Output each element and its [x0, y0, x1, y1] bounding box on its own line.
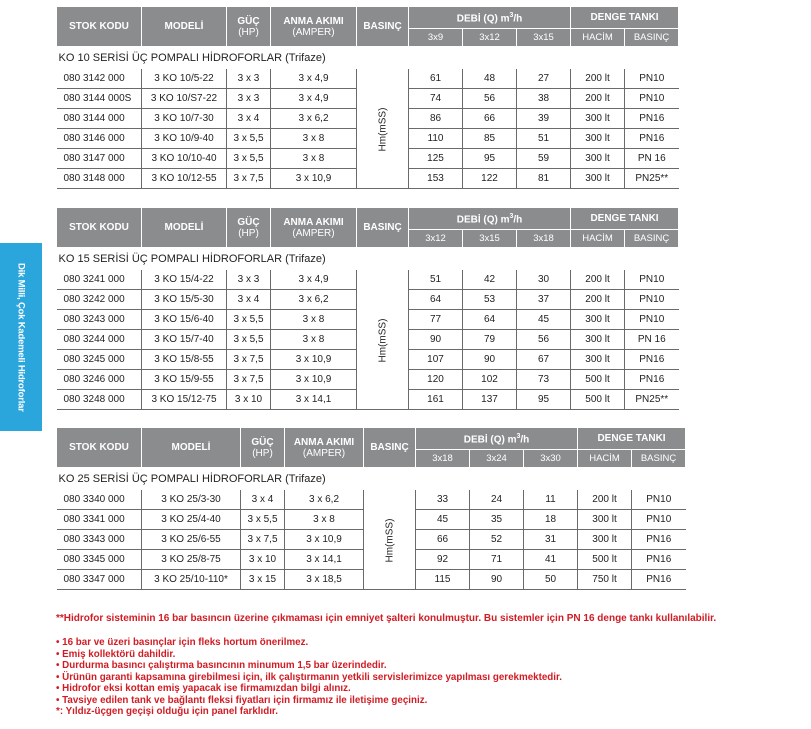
cell-debi-2: 56	[463, 88, 517, 108]
cell-hacim: 500 lt	[578, 549, 632, 569]
cell-guc: 3 x 7,5	[227, 369, 271, 389]
cell-hacim: 200 lt	[571, 289, 625, 309]
side-category-label: Dik Milli, Çok Kademeli Hidroforlar	[15, 262, 27, 412]
cell-model: 3 KO 15/7-40	[142, 329, 227, 349]
cell-debi-3: 73	[517, 369, 571, 389]
cell-stok-kodu: 080 3343 000	[57, 529, 142, 549]
note-item: *: Yıldız-üçgen geçişi olduğu için panel farklıdır.	[56, 706, 278, 717]
hm-cell	[364, 490, 416, 590]
cell-guc: 3 x 4	[227, 289, 271, 309]
cell-hacim: 300 lt	[571, 168, 625, 188]
col-anma-akimi-label: ANMA AKIMI	[293, 436, 355, 448]
col-denge-tanki	[578, 428, 686, 450]
cell-stok-kodu: 080 3142 000	[57, 69, 142, 89]
cell-debi-2: 48	[463, 69, 517, 89]
cell-debi-1: 64	[409, 289, 463, 309]
cell-debi-3: 67	[517, 349, 571, 369]
cell-debi-2: 35	[470, 509, 524, 529]
debi-sup: 3	[516, 433, 521, 441]
cell-guc: 3 x 5,5	[227, 309, 271, 329]
cell-debi-1: 86	[409, 108, 463, 128]
col-hacim: HACİM	[571, 230, 625, 248]
hm-cell	[357, 69, 409, 189]
cell-hacim: 750 lt	[578, 569, 632, 589]
cell-guc: 3 x 7,5	[227, 168, 271, 188]
cell-model: 3 KO 15/6-40	[142, 309, 227, 329]
cell-anma-akimi: 3 x 14,1	[271, 389, 357, 409]
cell-debi-1: 90	[409, 329, 463, 349]
cell-hacim: 300 lt	[571, 128, 625, 148]
col-debi-sub: 3x18	[517, 230, 571, 248]
cell-stok-kodu: 080 3245 000	[57, 349, 142, 369]
cell-model: 3 KO 10/S7-22	[142, 88, 227, 108]
col-modeli	[142, 428, 241, 468]
cell-model: 3 KO 15/5-30	[142, 289, 227, 309]
col-guc-label: GÜÇ	[237, 15, 260, 27]
col-guc-label: GÜÇ	[237, 216, 260, 228]
note-item: • Durdurma basıncı çalıştırma basıncının minumum 1,5 bar üzerindedir.	[56, 660, 387, 671]
cell-hacim: 300 lt	[578, 509, 632, 529]
cell-guc: 3 x 5,5	[227, 128, 271, 148]
side-category-tab	[0, 243, 42, 431]
col-debi-sub: 3x18	[416, 450, 470, 468]
col-basinc	[357, 208, 409, 248]
cell-denge-basinc: PN10	[625, 88, 679, 108]
cell-model: 3 KO 25/10-110*	[142, 569, 241, 589]
series-row	[57, 248, 679, 270]
cell-stok-kodu: 080 3144 000	[57, 108, 142, 128]
cell-debi-3: 59	[517, 148, 571, 168]
col-stok-kodu	[57, 7, 142, 47]
note-item: • Tavsiye edilen tank ve bağlantı fleksi fiyatları için firmamız ile iletişime geçiniz.	[56, 694, 428, 706]
cell-guc: 3 x 7,5	[227, 349, 271, 369]
cell-debi-1: 107	[409, 349, 463, 369]
cell-hacim: 500 lt	[571, 389, 625, 409]
cell-model: 3 KO 10/5-22	[142, 69, 227, 89]
cell-anma-akimi: 3 x 18,5	[285, 569, 364, 589]
col-denge-basinc: BASINÇ	[625, 230, 679, 248]
cell-model: 3 KO 15/4-22	[142, 270, 227, 290]
cell-model: 3 KO 10/9-40	[142, 128, 227, 148]
cell-debi-1: 110	[409, 128, 463, 148]
col-debi-sub: 3x9	[409, 29, 463, 47]
cell-debi-2: 71	[470, 549, 524, 569]
cell-stok-kodu: 080 3345 000	[57, 549, 142, 569]
col-debi	[416, 428, 578, 450]
cell-anma-akimi: 3 x 14,1	[285, 549, 364, 569]
col-debi-sub: 3x15	[463, 230, 517, 248]
col-guc	[227, 208, 271, 248]
col-anma-akimi	[271, 208, 357, 248]
note-item: • Ürünün garanti kapsamına girebilmesi için, ilk çalıştırmanın yetkili servislerimizce yapılması gerekmektedir.	[56, 671, 563, 683]
cell-debi-2: 66	[463, 108, 517, 128]
cell-model: 3 KO 10/7-30	[142, 108, 227, 128]
cell-anma-akimi: 3 x 6,2	[271, 289, 357, 309]
col-denge-basinc: BASINÇ	[625, 29, 679, 47]
cell-stok-kodu: 080 3347 000	[57, 569, 142, 589]
cell-hacim: 200 lt	[571, 88, 625, 108]
spec-table	[56, 6, 679, 189]
cell-guc: 3 x 15	[241, 569, 285, 589]
spec-table	[56, 207, 679, 410]
col-stok-kodu-label: STOK KODU	[69, 21, 129, 32]
cell-debi-2: 42	[463, 270, 517, 290]
col-anma-akimi-unit: (AMPER)	[292, 26, 335, 38]
col-anma-akimi-label: ANMA AKIMI	[283, 15, 344, 27]
cell-anma-akimi: 3 x 4,9	[271, 270, 357, 290]
col-modeli-label: MODELİ	[164, 222, 204, 233]
series-row	[57, 468, 686, 490]
cell-stok-kodu: 080 3244 000	[57, 329, 142, 349]
cell-guc: 3 x 5,5	[241, 509, 285, 529]
cell-denge-basinc: PN 16	[625, 329, 679, 349]
cell-hacim: 300 lt	[571, 329, 625, 349]
debi-label: DEBİ (Q) m	[456, 214, 510, 226]
col-stok-kodu	[57, 208, 142, 248]
cell-denge-basinc: PN16	[632, 569, 686, 589]
cell-model: 3 KO 25/4-40	[142, 509, 241, 529]
cell-anma-akimi: 3 x 8	[271, 329, 357, 349]
cell-anma-akimi: 3 x 10,9	[271, 349, 357, 369]
debi-label: DEBİ (Q) m	[456, 13, 510, 25]
cell-debi-1: 153	[409, 168, 463, 188]
cell-stok-kodu: 080 3146 000	[57, 128, 142, 148]
table-row	[57, 69, 679, 89]
cell-model: 3 KO 10/10-40	[142, 148, 227, 168]
col-denge-tanki	[571, 208, 679, 230]
col-basinc	[357, 7, 409, 47]
cell-debi-3: 39	[517, 108, 571, 128]
cell-debi-3: 38	[517, 88, 571, 108]
debi-suffix: /h	[513, 13, 523, 25]
cell-anma-akimi: 3 x 4,9	[271, 88, 357, 108]
cell-debi-3: 27	[517, 69, 571, 89]
cell-hacim: 500 lt	[571, 369, 625, 389]
col-anma-akimi-unit: (AMPER)	[302, 447, 346, 459]
hm-cell	[357, 270, 409, 410]
debi-sup: 3	[509, 12, 514, 20]
col-anma-akimi	[271, 7, 357, 47]
cell-denge-basinc: PN16	[625, 369, 679, 389]
cell-debi-1: 115	[416, 569, 470, 589]
note-item: • 16 bar ve üzeri basınçlar için fleks hortum önerilmez.	[56, 637, 309, 648]
debi-label: DEBİ (Q) m	[463, 434, 517, 446]
hm-label: Hm(mSS)	[376, 107, 388, 152]
cell-model: 3 KO 25/3-30	[142, 490, 241, 510]
cell-stok-kodu: 080 3148 000	[57, 168, 142, 188]
cell-debi-2: 90	[470, 569, 524, 589]
cell-denge-basinc: PN16	[632, 529, 686, 549]
col-basinc-label: BASINÇ	[363, 222, 402, 233]
cell-hacim: 200 lt	[578, 490, 632, 510]
cell-anma-akimi: 3 x 10,9	[271, 369, 357, 389]
col-guc-unit: (HP)	[238, 227, 259, 239]
series-title: KO 15 SERİSİ ÜÇ POMPALI HİDROFORLAR (Trifaze)	[57, 248, 679, 270]
col-modeli-label: MODELİ	[171, 442, 211, 453]
cell-model: 3 KO 15/12-75	[142, 389, 227, 409]
col-stok-kodu-label: STOK KODU	[69, 442, 129, 453]
cell-hacim: 300 lt	[571, 349, 625, 369]
cell-guc: 3 x 3	[227, 69, 271, 89]
cell-debi-1: 161	[409, 389, 463, 409]
cell-debi-3: 50	[524, 569, 578, 589]
cell-debi-2: 24	[470, 490, 524, 510]
cell-debi-1: 33	[416, 490, 470, 510]
cell-stok-kodu: 080 3241 000	[57, 270, 142, 290]
cell-debi-3: 37	[517, 289, 571, 309]
cell-anma-akimi: 3 x 8	[271, 309, 357, 329]
col-modeli-label: MODELİ	[164, 21, 204, 32]
col-debi-sub: 3x12	[409, 230, 463, 248]
cell-anma-akimi: 3 x 10,9	[285, 529, 364, 549]
cell-anma-akimi: 3 x 8	[285, 509, 364, 529]
header-row	[57, 208, 679, 230]
cell-denge-basinc: PN10	[625, 309, 679, 329]
cell-debi-3: 41	[524, 549, 578, 569]
cell-anma-akimi: 3 x 6,2	[271, 108, 357, 128]
cell-guc: 3 x 7,5	[241, 529, 285, 549]
note-item: • Emiş kollektörü dahildir.	[56, 648, 176, 660]
denge-label: DENGE TANKI	[590, 12, 659, 23]
header-row	[57, 428, 686, 450]
cell-denge-basinc: PN16	[625, 108, 679, 128]
col-anma-akimi-unit: (AMPER)	[292, 227, 335, 239]
cell-hacim: 200 lt	[571, 69, 625, 89]
cell-debi-3: 31	[524, 529, 578, 549]
denge-label: DENGE TANKI	[597, 433, 666, 444]
cell-hacim: 300 lt	[578, 529, 632, 549]
col-basinc-label: BASINÇ	[363, 21, 402, 32]
cell-anma-akimi: 3 x 6,2	[285, 490, 364, 510]
cell-anma-akimi: 3 x 4,9	[271, 69, 357, 89]
col-anma-akimi-label: ANMA AKIMI	[283, 216, 344, 228]
cell-debi-2: 95	[463, 148, 517, 168]
col-debi	[409, 208, 571, 230]
cell-model: 3 KO 15/8-55	[142, 349, 227, 369]
hm-label: Hm(mSS)	[383, 518, 395, 563]
col-anma-akimi	[285, 428, 364, 468]
table-row	[57, 270, 679, 290]
cell-debi-3: 30	[517, 270, 571, 290]
cell-debi-2: 79	[463, 329, 517, 349]
cell-guc: 3 x 4	[241, 490, 285, 510]
col-modeli	[142, 7, 227, 47]
col-guc	[227, 7, 271, 47]
cell-stok-kodu: 080 3243 000	[57, 309, 142, 329]
cell-hacim: 200 lt	[571, 270, 625, 290]
col-debi-sub: 3x30	[524, 450, 578, 468]
cell-denge-basinc: PN10	[625, 270, 679, 290]
cell-model: 3 KO 10/12-55	[142, 168, 227, 188]
cell-debi-3: 81	[517, 168, 571, 188]
debi-sup: 3	[509, 213, 514, 221]
cell-debi-1: 120	[409, 369, 463, 389]
cell-debi-1: 125	[409, 148, 463, 168]
cell-debi-1: 61	[409, 69, 463, 89]
cell-debi-2: 85	[463, 128, 517, 148]
cell-guc: 3 x 3	[227, 88, 271, 108]
cell-stok-kodu: 080 3147 000	[57, 148, 142, 168]
header-row	[57, 7, 679, 29]
cell-stok-kodu: 080 3246 000	[57, 369, 142, 389]
cell-denge-basinc: PN16	[632, 549, 686, 569]
series-title: KO 25 SERİSİ ÜÇ POMPALI HİDROFORLAR (Trifaze)	[57, 468, 686, 490]
col-hacim: HACİM	[571, 29, 625, 47]
col-guc-unit: (HP)	[238, 26, 259, 38]
cell-guc: 3 x 10	[227, 389, 271, 409]
cell-guc: 3 x 10	[241, 549, 285, 569]
cell-debi-3: 56	[517, 329, 571, 349]
cell-denge-basinc: PN25**	[625, 168, 679, 188]
cell-hacim: 300 lt	[571, 108, 625, 128]
cell-debi-2: 53	[463, 289, 517, 309]
col-basinc-label: BASINÇ	[370, 442, 409, 453]
col-denge-tanki	[571, 7, 679, 29]
debi-suffix: /h	[513, 214, 523, 226]
cell-stok-kodu: 080 3340 000	[57, 490, 142, 510]
cell-debi-3: 18	[524, 509, 578, 529]
col-guc-unit: (HP)	[252, 447, 273, 459]
cell-anma-akimi: 3 x 10,9	[271, 168, 357, 188]
col-modeli	[142, 208, 227, 248]
series-title: KO 10 SERİSİ ÜÇ POMPALI HİDROFORLAR (Trifaze)	[57, 47, 679, 69]
spec-table	[56, 427, 686, 590]
cell-hacim: 300 lt	[571, 148, 625, 168]
col-stok-kodu	[57, 428, 142, 468]
cell-debi-1: 74	[409, 88, 463, 108]
cell-debi-2: 52	[470, 529, 524, 549]
cell-debi-3: 51	[517, 128, 571, 148]
col-guc-label: GÜÇ	[251, 436, 274, 448]
series-row	[57, 47, 679, 69]
cell-debi-1: 45	[416, 509, 470, 529]
col-debi-sub: 3x24	[470, 450, 524, 468]
cell-denge-basinc: PN10	[625, 69, 679, 89]
cell-denge-basinc: PN16	[625, 349, 679, 369]
col-guc	[241, 428, 285, 468]
cell-debi-2: 90	[463, 349, 517, 369]
cell-guc: 3 x 4	[227, 108, 271, 128]
cell-guc: 3 x 5,5	[227, 148, 271, 168]
col-debi-sub: 3x15	[517, 29, 571, 47]
cell-anma-akimi: 3 x 8	[271, 128, 357, 148]
cell-model: 3 KO 25/8-75	[142, 549, 241, 569]
cell-debi-3: 45	[517, 309, 571, 329]
cell-debi-3: 95	[517, 389, 571, 409]
footnote: **Hidrofor sisteminin 16 bar basıncın üzerine çıkmaması için emniyet şalteri konulmuştur. Bu sistemler için PN 16 denge tankı kullanılabilir.	[56, 613, 717, 624]
cell-stok-kodu: 080 3248 000	[57, 389, 142, 409]
col-denge-basinc: BASINÇ	[632, 450, 686, 468]
cell-denge-basinc: PN 16	[625, 148, 679, 168]
cell-guc: 3 x 5,5	[227, 329, 271, 349]
cell-model: 3 KO 25/6-55	[142, 529, 241, 549]
cell-stok-kodu: 080 3341 000	[57, 509, 142, 529]
cell-debi-1: 66	[416, 529, 470, 549]
cell-hacim: 300 lt	[571, 309, 625, 329]
cell-debi-2: 122	[463, 168, 517, 188]
debi-suffix: /h	[520, 434, 530, 446]
col-debi-sub: 3x12	[463, 29, 517, 47]
cell-denge-basinc: PN10	[625, 289, 679, 309]
note-item: • Hidrofor eksi kottan emiş yapacak ise firmamızdan bilgi alınız.	[56, 683, 351, 694]
denge-label: DENGE TANKI	[590, 213, 659, 224]
cell-debi-1: 51	[409, 270, 463, 290]
cell-model: 3 KO 15/9-55	[142, 369, 227, 389]
cell-denge-basinc: PN10	[632, 490, 686, 510]
cell-debi-3: 11	[524, 490, 578, 510]
cell-stok-kodu: 080 3242 000	[57, 289, 142, 309]
cell-denge-basinc: PN10	[632, 509, 686, 529]
cell-stok-kodu: 080 3144 000S	[57, 88, 142, 108]
table-row	[57, 490, 686, 510]
cell-denge-basinc: PN16	[625, 128, 679, 148]
col-stok-kodu-label: STOK KODU	[69, 222, 129, 233]
col-debi	[409, 7, 571, 29]
cell-debi-2: 64	[463, 309, 517, 329]
cell-denge-basinc: PN25**	[625, 389, 679, 409]
col-basinc	[364, 428, 416, 468]
cell-debi-2: 137	[463, 389, 517, 409]
notes-list	[56, 637, 562, 718]
cell-guc: 3 x 3	[227, 270, 271, 290]
cell-debi-2: 102	[463, 369, 517, 389]
col-hacim: HACİM	[578, 450, 632, 468]
cell-debi-1: 92	[416, 549, 470, 569]
cell-anma-akimi: 3 x 8	[271, 148, 357, 168]
hm-label: Hm(mSS)	[376, 318, 388, 363]
cell-debi-1: 77	[409, 309, 463, 329]
